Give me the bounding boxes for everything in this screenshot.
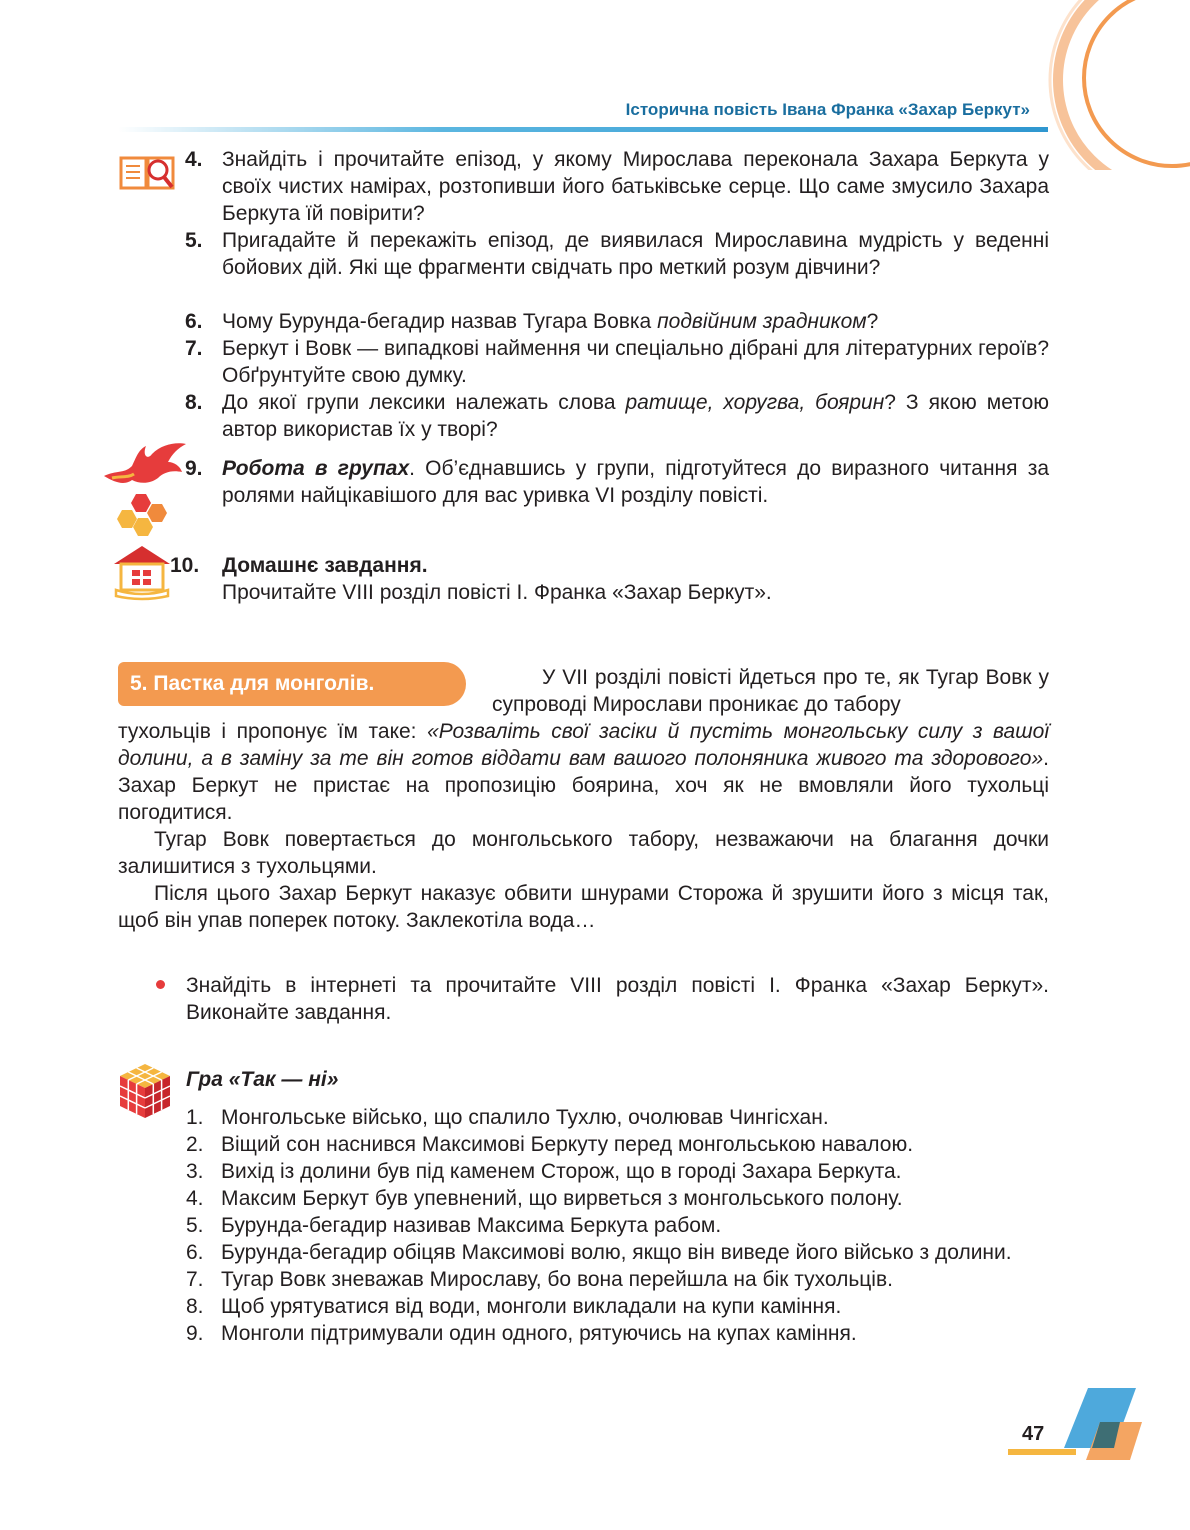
task-8	[185, 389, 1049, 443]
item-text: Монгольське військо, що спалило Тухлю, очолював Чингісхан.	[221, 1106, 829, 1129]
home-library-icon	[112, 544, 172, 602]
list-item	[186, 1239, 1050, 1266]
page-number: 47	[1022, 1423, 1045, 1445]
task-heading: Домашнє завдання.	[222, 554, 428, 577]
header-divider	[118, 127, 1048, 132]
list-item	[186, 1212, 1050, 1239]
task-number: 5.	[185, 229, 203, 252]
paragraph-text-end: . Захар Беркут не пристає на пропозицію боярина, хоч як не вмовляли його тухольці погодитися.	[118, 747, 1049, 824]
task-10	[170, 552, 1049, 606]
corner-decoration	[1060, 1386, 1144, 1462]
paragraph-text: У VII розділі повісті йдеться про те, як Тугар Вовк у супроводі Мирослави проникає до табору	[492, 666, 1049, 716]
running-header: Історична повість Івана Франка «Захар Беркут»	[625, 100, 1030, 119]
list-item	[186, 1104, 1050, 1131]
item-number: 9.	[186, 1322, 204, 1345]
task-7	[185, 335, 1049, 389]
item-number: 1.	[186, 1106, 204, 1129]
item-text: Тугар Вовк зневажав Мирославу, бо вона перейшла на бік тухольців.	[221, 1268, 893, 1291]
list-item	[186, 1185, 1050, 1212]
task-text-end: ?	[866, 310, 879, 333]
list-item	[186, 1266, 1050, 1293]
task-9	[185, 455, 1049, 509]
item-text: Вихід із долини був під каменем Сторож, що в городі Захара Беркута.	[221, 1160, 902, 1183]
game-statements-list	[186, 1104, 1050, 1347]
task-text: Чому Бурунда-бегадир назвав Тугара Вовка	[222, 310, 658, 333]
item-text: Щоб урятуватися від води, монголи викладали на купи каміння.	[221, 1295, 842, 1318]
item-text: Максим Беркут був упевнений, що вирветься з монгольського полону.	[221, 1187, 903, 1210]
task-text: Беркут і Вовк — випадкові наймення чи спеціально дібрані для літературних героїв? Обґрунтуйте свою думку.	[222, 337, 1049, 387]
task-text: Прочитайте VIII розділ повісті І. Франка «Захар Беркут».	[222, 581, 772, 604]
section-paragraph-2: Тугар Вовк повертається до монгольського табору, незважаючи на благання дочки залишитися з тухольцями.	[118, 828, 1049, 878]
task-number: 10.	[170, 554, 200, 577]
task-text: Знайдіть і прочитайте епізод, у якому Мирослава переконала Захара Беркута у своїх чистих намірах, розтопивши його батьківське серце. Що саме змусило Захара Беркута їй повірити?	[222, 148, 1049, 225]
section-paragraph-3: Після цього Захар Беркут наказує обвити шнурами Сторожа й зрушити його з місця так, щоб він упав поперек потоку. Заклекотіла вода…	[118, 882, 1049, 932]
task-number: 8.	[185, 391, 203, 414]
item-number: 3.	[186, 1160, 204, 1183]
list-item	[186, 1131, 1050, 1158]
item-text: Монголи підтримували один одного, рятуючись на купах каміння.	[221, 1322, 857, 1345]
task-text-end: ? З якою метою автор використав їх у творі?	[222, 391, 1049, 441]
task-4	[185, 146, 1049, 227]
decorative-rings	[1020, 0, 1190, 170]
task-emphasis: ратище, хоругва, боярин	[625, 391, 885, 414]
item-number: 6.	[186, 1241, 204, 1264]
task-text: До якої групи лексики належать слова	[222, 391, 626, 414]
item-number: 5.	[186, 1214, 204, 1237]
task-heading: Робота в групах	[222, 457, 410, 480]
list-item	[186, 1293, 1050, 1320]
task-number: 6.	[185, 310, 203, 333]
item-text: Віщий сон наснився Максимові Беркуту перед монгольською навалою.	[221, 1133, 914, 1156]
task-text: Пригадайте й перекажіть епізод, де виявилася Мирославина мудрість у веденні бойових дій. Які ще фрагменти свідчать про меткий розум дівчини?	[222, 229, 1049, 279]
item-number: 4.	[186, 1187, 204, 1210]
task-text: . Об’єднавшись у групи, підготуйтеся до виразного читання за ролями найцікавішого для вас уривка VI розділу повісті.	[222, 457, 1049, 507]
game-title: Гра «Так — ні»	[186, 1068, 339, 1091]
task-5	[185, 227, 1049, 281]
list-item	[186, 1320, 1050, 1347]
item-text: Бурунда-бегадир обіцяв Максимові волю, якщо він виведе його військо з долини.	[221, 1241, 1012, 1264]
pegasus-group-icon	[102, 440, 188, 538]
task-number: 4.	[185, 148, 203, 171]
section-paragraph-1	[118, 718, 1049, 826]
item-number: 8.	[186, 1295, 204, 1318]
bullet-dot	[156, 980, 165, 989]
item-number: 7.	[186, 1268, 204, 1291]
section-badge: 5. Пастка для монголів.	[118, 662, 466, 706]
search-book-icon	[118, 150, 178, 195]
cube-game-icon	[118, 1062, 172, 1120]
bullet-task: Знайдіть в інтернеті та прочитайте VIII розділ повісті І. Франка «Захар Беркут». Виконайте завдання.	[186, 974, 1049, 1024]
task-emphasis: подвійним зрадником	[657, 310, 867, 333]
task-6	[185, 308, 1049, 335]
section-paragraph-intro-a	[492, 664, 1049, 718]
item-text: Бурунда-бегадир називав Максима Беркута рабом.	[221, 1214, 722, 1237]
item-number: 2.	[186, 1133, 204, 1156]
paragraph-text: тухольців і пропонує їм таке:	[118, 720, 428, 743]
task-number: 7.	[185, 337, 203, 360]
list-item	[186, 1158, 1050, 1185]
task-number: 9.	[185, 457, 203, 480]
paragraph-quote: «Розваліть свої засіки й пустіть монгольську силу з вашої долини, а в заміну за те він готов віддати вам вашого полоняника живого та здорового»	[118, 720, 1049, 770]
